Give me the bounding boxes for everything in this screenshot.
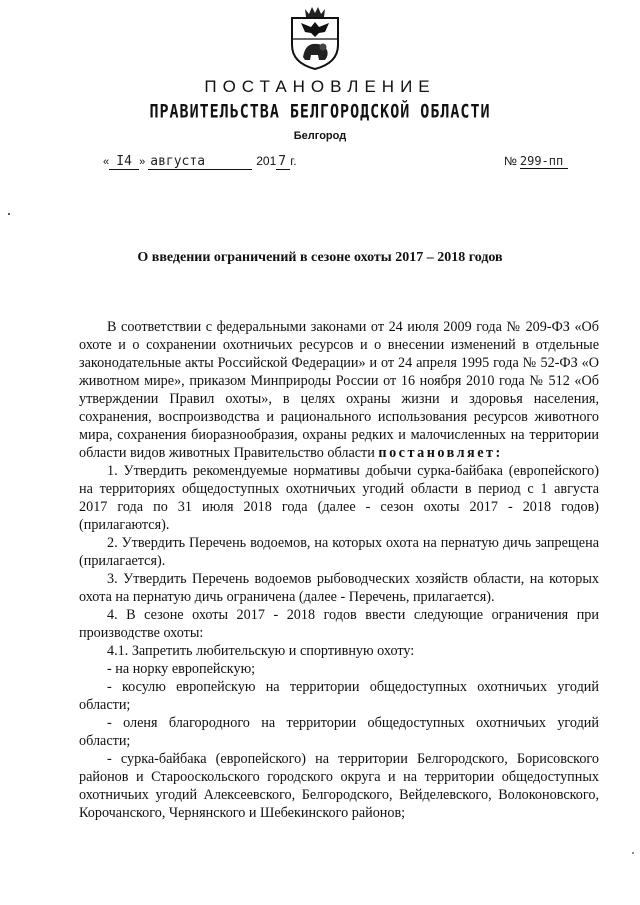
document-title: О введении ограничений в сезоне охоты 2017 – 2018 годов xyxy=(137,250,503,265)
document-type-heading: ПОСТАНОВЛЕНИЕ xyxy=(204,77,436,96)
clause-3: 3. Утвердить Перечень водоемов рыбоводческих хозяйств области, на которых охота на пернатую дичь ограничена (далее - Перечень, прилагается). xyxy=(79,571,599,605)
document-body xyxy=(79,318,599,822)
preamble-paragraph xyxy=(79,318,599,462)
date-close-quote: » xyxy=(139,156,146,168)
restriction-item: - оленя благородного на территории общедоступных охотничьих угодий области; xyxy=(79,715,599,749)
restriction-item: - на норку европейскую; xyxy=(107,661,256,677)
edge-mark xyxy=(632,852,634,854)
document-date xyxy=(103,154,297,170)
coat-of-arms-emblem xyxy=(283,5,347,71)
clause-1: 1. Утвердить рекомендуемые нормативы добычи сурка-байбака (европейского) на территориях общедоступных охотничьих угодий области в период с 1 августа 2017 года по 31 июля 2018 года (далее - сезон охоты 2017 - 2018 годов) (прилагаются). xyxy=(79,463,599,533)
date-year-prefix: 201 xyxy=(256,154,277,168)
clause-4-1: 4.1. Запретить любительскую и спортивную охоту: xyxy=(107,643,415,659)
preamble-text: В соответствии с федеральными законами от 24 июля 2009 года № 209-ФЗ «Об охоте и о сохранении охотничьих ресурсов и о внесении изменений в отдельные законодательные акты Российской Федерации» и от 24 апреля 1995 года № 52-ФЗ «О животном мире», приказом Минприроды России от 16 ноября 2010 года № 512 «Об утверждении Правил охоты», в целях охраны жизни и здоровья населения, сохранения, воспроизводства и рационального использования ресурсов животного мира, сохранения биоразнообразия, охраны редких и малочисленных на территории области видов животных Правительство области xyxy=(79,319,599,461)
issuing-authority-heading: ПРАВИТЕЛЬСТВА БЕЛГОРОДСКОЙ ОБЛАСТИ xyxy=(149,99,491,123)
number-value: 299-пп xyxy=(520,154,568,169)
restriction-item: - сурка-байбака (европейского) на территории Белгородского, Борисовского районов и Старооскольского городского округа и на территории общедоступных охотничьих угодий Алексеевского, Белгородского, Вейделевского, Волоконовского, Корочанского, Чернянского и Шебекинского районов; xyxy=(79,751,599,821)
document-number xyxy=(504,154,568,169)
date-year-suffix: 7 xyxy=(276,154,290,170)
date-month: августа xyxy=(148,154,252,170)
date-open-quote: « xyxy=(103,156,110,168)
restriction-item: - косулю европейскую на территории общедоступных охотничьих угодий области; xyxy=(79,679,599,713)
clause-2: 2. Утвердить Перечень водоемов, на которых охота на пернатую дичь запрещена (прилагается). xyxy=(79,535,599,569)
city-name: Белгород xyxy=(293,130,347,142)
number-sign: № xyxy=(504,154,517,168)
date-year-unit: г. xyxy=(290,154,297,168)
margin-mark xyxy=(8,213,10,215)
decree-word: постановляет: xyxy=(378,445,503,461)
clause-4: 4. В сезоне охоты 2017 - 2018 годов ввести следующие ограничения при производстве охоты: xyxy=(79,607,599,641)
date-day: I4 xyxy=(109,154,139,170)
